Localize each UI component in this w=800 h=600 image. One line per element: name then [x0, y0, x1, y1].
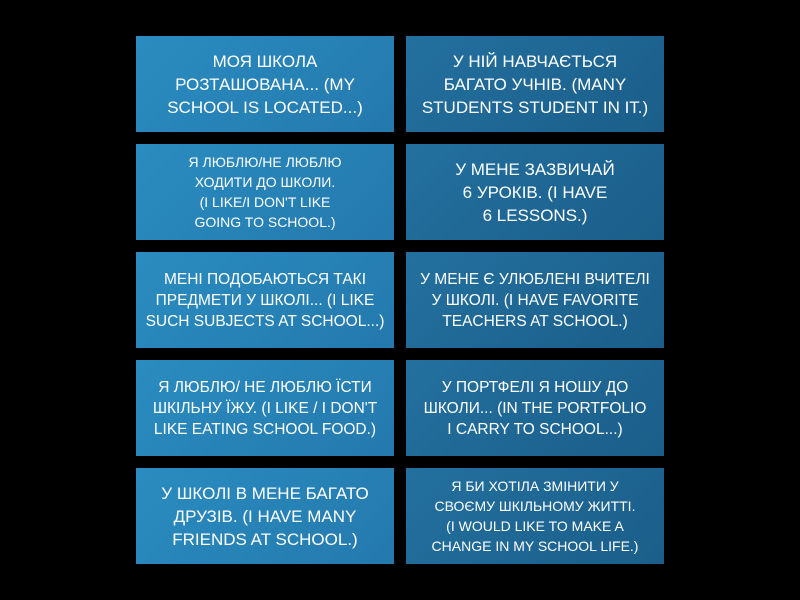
- card-many-friends[interactable]: У ШКОЛІ В МЕНЕ БАГАТО ДРУЗІВ. (I HAVE MANY FRIENDS AT SCHOOL.): [136, 468, 394, 564]
- card-many-students[interactable]: У НІЙ НАВЧАЄТЬСЯ БАГАТО УЧНІВ. (MANY STUDENTS STUDENT IN IT.): [406, 36, 664, 132]
- card-favorite-teachers[interactable]: У МЕНЕ Є УЛЮБЛЕНІ ВЧИТЕЛІ У ШКОЛІ. (I HAVE FAVORITE TEACHERS AT SCHOOL.): [406, 252, 664, 348]
- card-six-lessons[interactable]: У МЕНЕ ЗАЗВИЧАЙ 6 УРОКІВ. (I HAVE 6 LESSONS.): [406, 144, 664, 240]
- card-school-food[interactable]: Я ЛЮБЛЮ/ НЕ ЛЮБЛЮ ЇСТИ ШКІЛЬНУ ЇЖУ. (I LIKE / I DON'T LIKE EATING SCHOOL FOOD.): [136, 360, 394, 456]
- card-grid: [136, 36, 664, 564]
- card-favorite-subjects[interactable]: МЕНІ ПОДОБАЮТЬСЯ ТАКІ ПРЕДМЕТИ У ШКОЛІ... (I LIKE SUCH SUBJECTS AT SCHOOL...): [136, 252, 394, 348]
- card-school-located[interactable]: МОЯ ШКОЛА РОЗТАШОВАНА... (MY SCHOOL IS LOCATED...): [136, 36, 394, 132]
- card-change-school-life[interactable]: Я БИ ХОТІЛА ЗМІНИТИ У СВОЄМУ ШКІЛЬНОМУ ЖИТТІ. (I WOULD LIKE TO MAKE A CHANGE IN MY SCHOOL LIFE.): [406, 468, 664, 564]
- card-like-going-to-school[interactable]: Я ЛЮБЛЮ/НЕ ЛЮБЛЮ ХОДИТИ ДО ШКОЛИ. (I LIKE/I DON'T LIKE GOING TO SCHOOL.): [136, 144, 394, 240]
- card-portfolio[interactable]: У ПОРТФЕЛІ Я НОШУ ДО ШКОЛИ... (IN THE PORTFOLIO I CARRY TO SCHOOL...): [406, 360, 664, 456]
